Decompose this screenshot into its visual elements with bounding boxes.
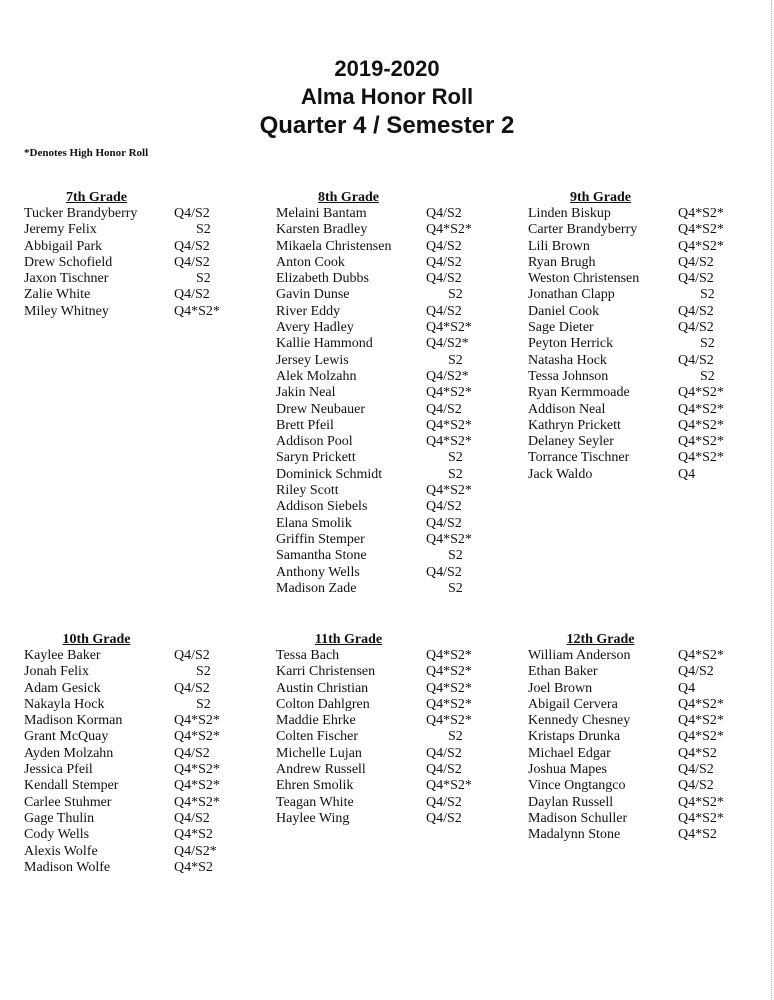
honor-code: Q4*S2* <box>426 713 472 729</box>
student-name: Delaney Seyler <box>528 434 614 450</box>
student-row <box>24 729 256 745</box>
student-row <box>276 239 508 255</box>
student-row <box>276 499 508 515</box>
student-row <box>528 697 738 713</box>
student-row <box>24 811 256 827</box>
title-period: Quarter 4 / Semester 2 <box>259 112 515 139</box>
honor-code: Q4 <box>678 466 696 482</box>
student-row <box>276 581 508 597</box>
honor-code: Q4*S2* <box>174 729 220 745</box>
honor-code: Q4*S2* <box>174 794 220 810</box>
honor-code: Q4*S2* <box>426 778 472 794</box>
student-name: Maddie Ehrke <box>276 713 356 729</box>
honor-code: Q4/S2 <box>678 778 714 794</box>
honor-code: Q4/S2 <box>174 254 210 270</box>
student-row <box>528 418 760 434</box>
honor-code: Q4/S2 <box>426 271 462 287</box>
honor-code: Q4/S2 <box>174 648 210 663</box>
student-name: Carlee Stuhmer <box>24 794 112 810</box>
student-row <box>24 827 256 843</box>
honor-code: S2 <box>700 368 715 384</box>
grade-heading: 11th Grade <box>314 632 383 647</box>
student-row <box>528 681 738 697</box>
student-row <box>528 811 738 827</box>
student-name: Avery Hadley <box>276 320 354 336</box>
honor-code: Q4/S2 <box>678 664 714 680</box>
student-row <box>276 483 508 499</box>
grade-11-column <box>276 632 508 827</box>
grade-heading: 9th Grade <box>569 190 632 205</box>
student-name: Madalynn Stone <box>528 827 621 843</box>
honor-code: Q4/S2 <box>174 745 210 761</box>
student-row <box>276 565 508 581</box>
student-name: Anton Cook <box>276 254 345 270</box>
honor-code: Q4*S2* <box>426 483 472 499</box>
student-name: Jersey Lewis <box>276 352 349 368</box>
honor-code: Q4*S2* <box>678 238 724 254</box>
student-name: Andrew Russell <box>276 762 366 778</box>
student-name: Elana Smolik <box>276 515 352 531</box>
student-name: Ryan Brugh <box>528 254 596 270</box>
honor-code: Q4/S2 <box>678 303 714 319</box>
student-name: Addison Neal <box>528 401 606 417</box>
student-row <box>528 239 760 255</box>
honor-code: Q4/S2 <box>174 287 210 303</box>
student-name: Kristaps Drunka <box>528 729 621 745</box>
student-name: Colton Dahlgren <box>276 696 370 712</box>
student-row <box>528 795 738 811</box>
student-row <box>24 271 256 287</box>
honor-code: Q4*S2* <box>678 206 724 221</box>
student-row <box>24 648 256 664</box>
high-honor-note: *Denotes High Honor Roll <box>24 147 149 159</box>
student-name: Cody Wells <box>24 827 90 843</box>
student-name: Adam Gesick <box>24 680 101 696</box>
honor-code: Q4/S2* <box>174 843 217 859</box>
honor-code: Q4*S2* <box>678 696 724 712</box>
student-name: Ayden Molzahn <box>24 745 114 761</box>
grade-heading: 8th Grade <box>317 190 380 205</box>
student-row <box>24 304 256 320</box>
honor-code: Q4*S2* <box>426 680 472 696</box>
honor-code: Q4*S2* <box>678 222 724 238</box>
student-row <box>24 844 256 860</box>
honor-code: Q4*S2 <box>174 827 213 843</box>
student-row <box>24 681 256 697</box>
student-name: Joshua Mapes <box>528 762 607 778</box>
student-name: Madison Korman <box>24 713 123 729</box>
student-row <box>276 450 508 466</box>
student-name: Madison Wolfe <box>24 859 111 875</box>
honor-code: Q4/S2* <box>426 336 469 352</box>
student-row <box>276 729 508 745</box>
student-row <box>276 648 508 664</box>
student-row <box>528 746 738 762</box>
student-row <box>276 206 508 222</box>
student-row <box>276 467 508 483</box>
student-name: Addison Siebels <box>276 499 368 515</box>
honor-code: Q4/S2 <box>426 515 462 531</box>
student-row <box>528 206 760 222</box>
student-row <box>528 467 760 483</box>
honor-code: Q4/S2 <box>678 762 714 778</box>
student-row <box>528 827 738 843</box>
student-row <box>528 648 738 664</box>
student-name: Kennedy Chesney <box>528 713 631 729</box>
student-name: River Eddy <box>276 303 341 319</box>
student-name: Peyton Herrick <box>528 336 614 352</box>
student-row <box>276 697 508 713</box>
student-row <box>528 385 760 401</box>
honor-code: S2 <box>700 287 715 303</box>
student-name: Saryn Prickett <box>276 450 356 466</box>
honor-code: Q4/S2 <box>426 254 462 270</box>
student-row <box>528 713 738 729</box>
student-name: Jakin Neal <box>276 385 336 401</box>
honor-code: Q4*S2* <box>174 713 220 729</box>
student-row <box>276 778 508 794</box>
student-name: Linden Biskup <box>528 206 611 221</box>
student-name: Riley Scott <box>276 483 339 499</box>
honor-code: S2 <box>448 729 463 745</box>
student-row <box>528 271 760 287</box>
honor-code: S2 <box>448 287 463 303</box>
student-name: Sage Dieter <box>528 320 594 336</box>
student-row <box>24 697 256 713</box>
student-name: Samantha Stone <box>276 548 367 564</box>
student-row <box>24 239 256 255</box>
grade-12-column <box>528 632 738 844</box>
title-year: 2019-2020 <box>334 56 440 81</box>
honor-code: Q4*S2 <box>678 827 717 843</box>
student-row <box>528 304 760 320</box>
student-row <box>276 255 508 271</box>
student-name: Tessa Bach <box>276 648 340 663</box>
student-name: Colten Fischer <box>276 729 359 745</box>
honor-code: Q4/S2 <box>426 303 462 319</box>
honor-code: Q4*S2* <box>678 385 724 401</box>
honor-code: S2 <box>448 450 463 466</box>
student-row <box>276 222 508 238</box>
honor-code: Q4*S2* <box>174 762 220 778</box>
student-row <box>24 778 256 794</box>
student-row <box>276 681 508 697</box>
student-name: Weston Christensen <box>528 271 640 287</box>
student-row <box>24 746 256 762</box>
student-name: Griffin Stemper <box>276 531 365 547</box>
honor-code: Q4*S2* <box>426 531 472 547</box>
student-row <box>276 762 508 778</box>
student-name: Jaxon Tischner <box>24 271 109 287</box>
student-name: Gavin Dunse <box>276 287 350 303</box>
grade-7-column <box>24 190 256 320</box>
honor-code: S2 <box>448 580 463 596</box>
student-name: Melaini Bantam <box>276 206 367 221</box>
honor-code: Q4/S2 <box>174 206 210 221</box>
student-row <box>528 222 760 238</box>
student-name: Jonathan Clapp <box>528 287 615 303</box>
student-name: Kallie Hammond <box>276 336 373 352</box>
honor-code: S2 <box>196 271 211 287</box>
student-name: Jessica Pfeil <box>24 762 93 778</box>
student-row <box>276 271 508 287</box>
student-name: Elizabeth Dubbs <box>276 271 369 287</box>
student-name: Tucker Brandyberry <box>24 206 138 221</box>
student-name: Kendall Stemper <box>24 778 119 794</box>
student-name: Jack Waldo <box>528 466 593 482</box>
student-row <box>528 255 760 271</box>
honor-code: Q4/S2* <box>426 368 469 384</box>
student-row <box>528 664 738 680</box>
honor-code: Q4*S2 <box>678 745 717 761</box>
student-row <box>528 287 760 303</box>
student-name: Karsten Bradley <box>276 222 368 238</box>
student-row <box>276 402 508 418</box>
student-row <box>276 516 508 532</box>
honor-code: Q4*S2* <box>426 696 472 712</box>
student-row <box>276 320 508 336</box>
honor-code: Q4*S2* <box>174 303 220 319</box>
student-name: Natasha Hock <box>528 352 607 368</box>
honor-code: S2 <box>448 466 463 482</box>
honor-code: S2 <box>196 664 211 680</box>
honor-code: Q4*S2* <box>678 729 724 745</box>
student-row <box>24 664 256 680</box>
student-row <box>276 385 508 401</box>
honor-code: Q4/S2 <box>426 564 462 580</box>
honor-code: Q4/S2 <box>426 794 462 810</box>
grade-heading: 12th Grade <box>566 632 635 647</box>
student-name: Daylan Russell <box>528 794 614 810</box>
student-name: William Anderson <box>528 648 631 663</box>
student-name: Abbigail Park <box>24 238 103 254</box>
student-name: Vince Ongtangco <box>528 778 626 794</box>
student-row <box>276 713 508 729</box>
honor-code: S2 <box>448 352 463 368</box>
grade-9-column <box>528 190 760 483</box>
student-row <box>276 369 508 385</box>
student-row <box>276 287 508 303</box>
student-name: Zalie White <box>24 287 91 303</box>
student-row <box>24 795 256 811</box>
student-name: Kaylee Baker <box>24 648 101 663</box>
honor-code: Q4/S2 <box>426 810 462 826</box>
student-row <box>528 762 738 778</box>
student-row <box>276 418 508 434</box>
honor-code: Q4/S2 <box>426 745 462 761</box>
honor-code: S2 <box>448 548 463 564</box>
honor-code: Q4*S2* <box>426 434 472 450</box>
student-row <box>24 762 256 778</box>
honor-code: Q4/S2 <box>174 238 210 254</box>
student-name: Brett Pfeil <box>276 417 334 433</box>
honor-code: Q4/S2 <box>174 680 210 696</box>
student-name: Ryan Kermmoade <box>528 385 630 401</box>
grade-8-column <box>276 190 508 597</box>
honor-code: Q4/S2 <box>426 499 462 515</box>
student-name: Ethan Baker <box>528 664 598 680</box>
student-row <box>276 548 508 564</box>
honor-code: S2 <box>700 336 715 352</box>
page-edge-divider <box>770 0 772 1000</box>
student-row <box>276 434 508 450</box>
student-row <box>276 795 508 811</box>
student-name: Tessa Johnson <box>528 368 609 384</box>
student-name: Jeremy Felix <box>24 222 97 238</box>
honor-code: Q4*S2* <box>426 320 472 336</box>
grade-heading: 7th Grade <box>65 190 128 205</box>
student-name: Torrance Tischner <box>528 450 630 466</box>
student-name: Jonah Felix <box>24 664 89 680</box>
student-row <box>528 729 738 745</box>
honor-code: Q4/S2 <box>174 810 210 826</box>
student-row <box>276 664 508 680</box>
student-name: Addison Pool <box>276 434 353 450</box>
student-row <box>24 255 256 271</box>
student-row <box>528 369 760 385</box>
student-name: Teagan White <box>276 794 354 810</box>
honor-code: Q4*S2* <box>678 794 724 810</box>
honor-code: Q4/S2 <box>678 271 714 287</box>
honor-code: Q4*S2 <box>174 859 213 875</box>
student-name: Nakayla Hock <box>24 696 105 712</box>
student-row <box>24 287 256 303</box>
honor-code: Q4/S2 <box>426 401 462 417</box>
honor-code: Q4*S2* <box>678 434 724 450</box>
student-name: Carter Brandyberry <box>528 222 638 238</box>
honor-code: Q4*S2* <box>426 222 472 238</box>
honor-code: Q4*S2* <box>678 450 724 466</box>
student-row <box>24 222 256 238</box>
student-name: Lili Brown <box>528 238 590 254</box>
honor-code: Q4/S2 <box>678 254 714 270</box>
student-row <box>528 402 760 418</box>
student-row <box>24 206 256 222</box>
student-row <box>276 353 508 369</box>
student-row <box>528 778 738 794</box>
student-name: Daniel Cook <box>528 303 600 319</box>
honor-code: Q4/S2 <box>426 238 462 254</box>
student-name: Karri Christensen <box>276 664 376 680</box>
student-row <box>528 450 760 466</box>
student-name: Austin Christian <box>276 680 369 696</box>
student-name: Abigail Cervera <box>528 696 618 712</box>
student-row <box>276 304 508 320</box>
honor-code: Q4*S2* <box>678 648 724 663</box>
student-name: Gage Thulin <box>24 810 95 826</box>
student-name: Michael Edgar <box>528 745 611 761</box>
student-row <box>24 860 256 876</box>
student-name: Madison Zade <box>276 580 357 596</box>
student-row <box>276 336 508 352</box>
student-name: Dominick Schmidt <box>276 466 383 482</box>
student-row <box>528 353 760 369</box>
honor-code: Q4*S2* <box>426 417 472 433</box>
honor-code: Q4*S2* <box>678 401 724 417</box>
student-row <box>276 811 508 827</box>
honor-code: S2 <box>196 222 211 238</box>
grade-10-column <box>24 632 256 876</box>
honor-code: Q4/S2 <box>426 762 462 778</box>
student-row <box>528 320 760 336</box>
student-name: Alexis Wolfe <box>24 843 98 859</box>
student-name: Miley Whitney <box>24 303 109 319</box>
honor-code: Q4*S2* <box>426 385 472 401</box>
student-row <box>276 746 508 762</box>
student-row <box>276 532 508 548</box>
student-row <box>528 336 760 352</box>
honor-code: Q4/S2 <box>678 320 714 336</box>
student-name: Alek Molzahn <box>276 368 357 384</box>
student-name: Madison Schuller <box>528 810 628 826</box>
honor-code: Q4 <box>678 680 696 696</box>
honor-code: Q4*S2* <box>174 778 220 794</box>
honor-code: Q4*S2* <box>678 417 724 433</box>
student-name: Kathryn Prickett <box>528 417 621 433</box>
honor-code: Q4/S2 <box>678 352 714 368</box>
student-name: Grant McQuay <box>24 729 109 745</box>
student-name: Anthony Wells <box>276 564 360 580</box>
honor-code: Q4*S2* <box>678 713 724 729</box>
student-name: Drew Schofield <box>24 254 113 270</box>
honor-code: Q4/S2 <box>426 206 462 221</box>
student-name: Mikaela Christensen <box>276 238 392 254</box>
student-name: Michelle Lujan <box>276 745 362 761</box>
document-title <box>0 55 774 141</box>
honor-code: Q4*S2* <box>426 648 472 663</box>
student-row <box>528 434 760 450</box>
honor-code: Q4*S2* <box>426 664 472 680</box>
honor-code: S2 <box>196 696 211 712</box>
honor-code: Q4*S2* <box>678 810 724 826</box>
student-name: Ehren Smolik <box>276 778 354 794</box>
student-name: Drew Neubauer <box>276 401 366 417</box>
grade-heading: 10th Grade <box>62 632 131 647</box>
student-name: Joel Brown <box>528 680 593 696</box>
title-school: Alma Honor Roll <box>300 84 474 109</box>
student-name: Haylee Wing <box>276 810 350 826</box>
student-row <box>24 713 256 729</box>
